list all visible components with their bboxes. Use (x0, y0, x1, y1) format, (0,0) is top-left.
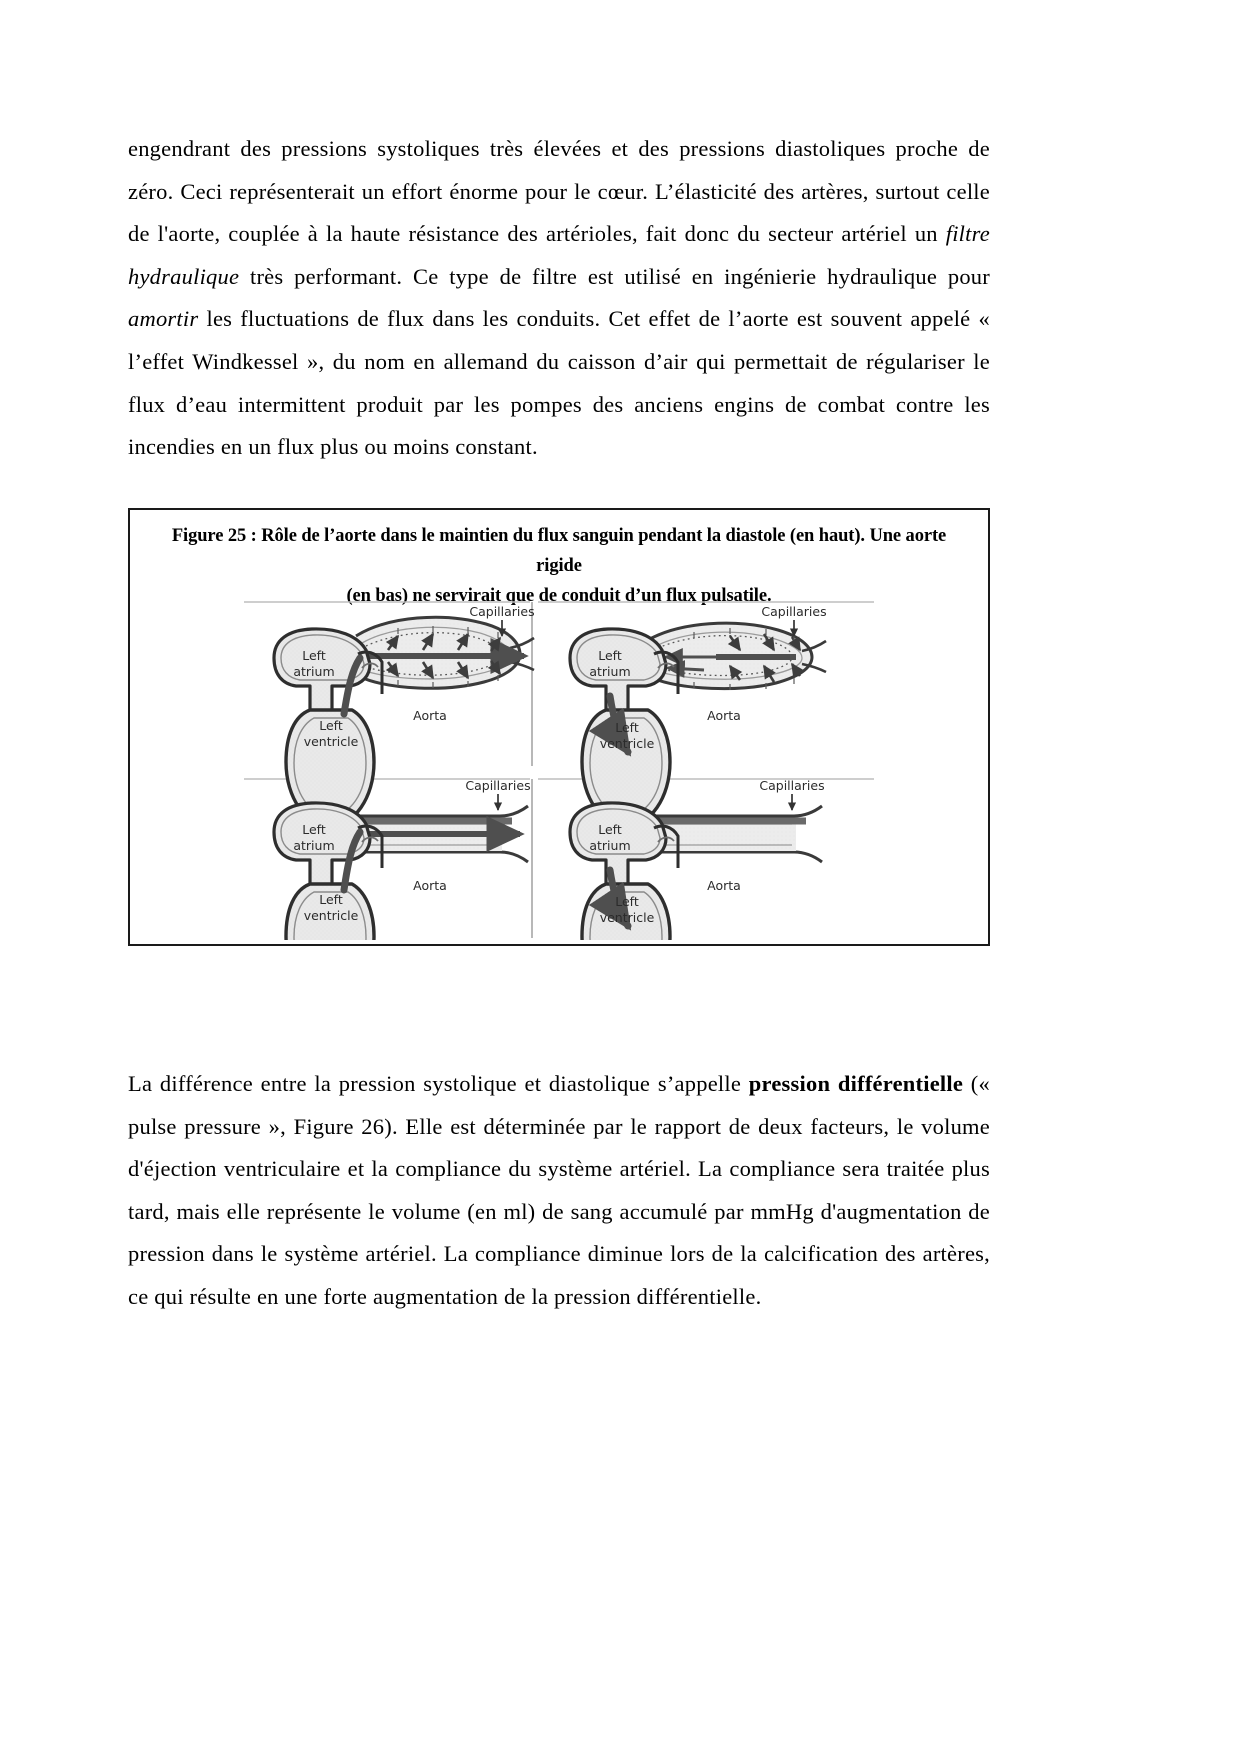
label-capillaries: Capillaries (761, 604, 827, 619)
figure-caption-line-1: Figure 25 : Rôle de l’aorte dans le maintien du flux sanguin pendant la diastole (en haut). Une aorte rigide (171, 526, 947, 576)
text-run-italic-filtre-hydraulique: filtre hydraulique (128, 221, 990, 289)
paragraph-after-figure (128, 1063, 990, 1319)
paragraph-before-figure-container (128, 128, 990, 469)
label-left-atrium-line2: atrium (589, 664, 631, 679)
label-left-ventricle-line1: Left (319, 718, 343, 733)
label-left-ventricle-line1: Left (615, 720, 639, 735)
paragraph-before-figure (128, 128, 990, 469)
figure-caption-line-2: (en bas) ne servirait que de conduit d’un flux pulsatile. (346, 586, 772, 606)
text-run-1: engendrant des pressions systoliques très élevées et des pressions diastoliques proche de zéro. Ceci représenterait un effort énorme pour le cœur. L’élasticité des artères, surtout celle de l'aorte, couplée à la haute résistance des artérioles, fait donc du secteur artériel un (128, 136, 990, 247)
label-capillaries: Capillaries (469, 604, 535, 619)
label-left-atrium-line1: Left (302, 822, 326, 837)
label-left-atrium-line2: atrium (589, 838, 631, 853)
label-left-atrium-line1: Left (302, 648, 326, 663)
label-left-atrium-line1: Left (598, 822, 622, 837)
text-run-2: très performant. Ce type de filtre est utilisé en ingénierie hydraulique pour (239, 263, 990, 289)
label-left-ventricle-line1: Left (319, 892, 343, 907)
label-aorta: Aorta (413, 708, 447, 723)
label-left-atrium-line1: Left (598, 648, 622, 663)
label-capillaries: Capillaries (759, 778, 825, 793)
panel-bottom-right (570, 778, 825, 940)
label-left-atrium-line2: atrium (293, 838, 335, 853)
text-run-5: (« pulse pressure », Figure 26). Elle est déterminée par le rapport de deux facteurs, le volume d'éjection ventriculaire et la compliance du système artériel. La compliance sera traitée plus tard, mais elle représente le volume (en ml) de sang accumulé par mmHg d'augmentation de pression dans le système artériel. La compliance diminue lors de la calcification des artères, ce qui résulte en une forte augmentation de la pression différentielle. (128, 1071, 990, 1309)
paragraph-after-figure-container (128, 1063, 990, 1319)
label-left-atrium-line2: atrium (293, 664, 335, 679)
label-left-ventricle-line1: Left (615, 894, 639, 909)
text-run-4: La différence entre la pression systolique et diastolique s’appelle (128, 1071, 749, 1096)
text-run-italic-amortir: amortir (128, 306, 199, 332)
panel-bottom-left (274, 778, 531, 940)
figure-25-box (128, 508, 990, 946)
label-left-ventricle-line2: ventricle (599, 910, 655, 925)
label-capillaries: Capillaries (465, 778, 531, 793)
aorta-backflow-arrow-2-top-right (668, 668, 704, 670)
label-aorta: Aorta (707, 878, 741, 893)
label-left-ventricle-line2: ventricle (303, 734, 359, 749)
label-left-ventricle-line2: ventricle (599, 736, 655, 751)
figure-25-image (244, 594, 874, 940)
text-run-bold-pression-differentielle: pression différentielle (748, 1071, 964, 1096)
label-aorta: Aorta (413, 878, 447, 893)
label-left-ventricle-line2: ventricle (303, 908, 359, 923)
text-run-3: les fluctuations de flux dans les conduits. Cet effet de l’aorte est souvent appelé « l’effet Windkessel », du nom en allemand du caisson d’air qui permettait de régulariser le flux d’eau intermittent produit par les pompes des anciens engins de combat contre les incendies en un flux plus ou moins constant. (128, 306, 990, 460)
label-aorta: Aorta (707, 708, 741, 723)
